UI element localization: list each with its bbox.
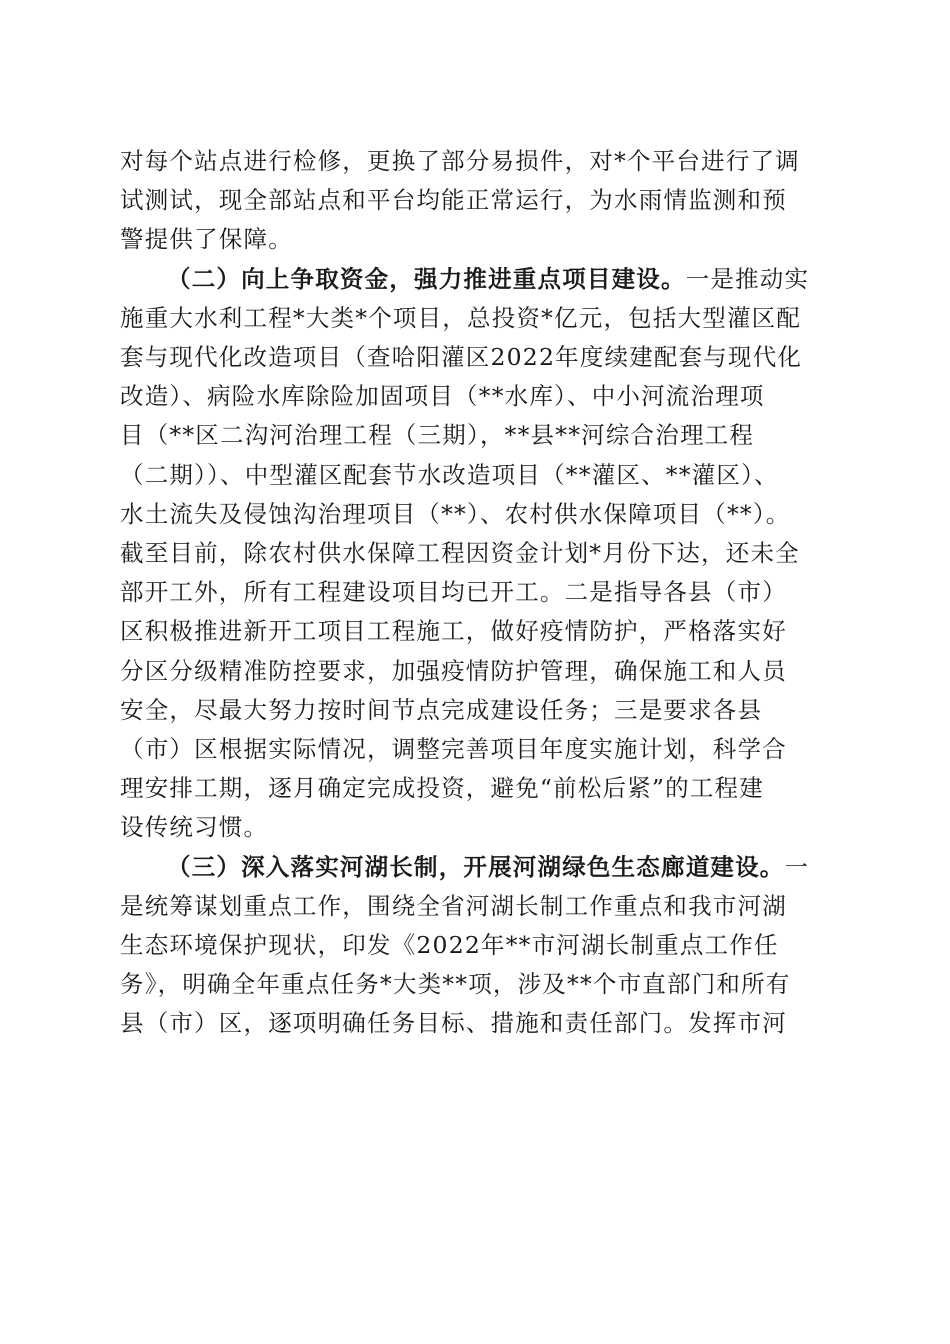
text-line-first xyxy=(120,260,832,299)
text-line: 安全，尽最大努力按时间节点完成建设任务；三是要求各县 xyxy=(120,695,763,724)
paragraph-key-projects xyxy=(120,260,832,848)
document-body xyxy=(120,142,832,1044)
paragraph-station-maintenance xyxy=(120,142,832,260)
text-line: 理安排工期，逐月确定完成投资，避免“前松后紧”的工程建 xyxy=(120,774,764,803)
text-line: 警提供了保障。 xyxy=(120,225,293,254)
text-line: 是统筹谋划重点工作，围绕全省河湖长制工作重点和我市河湖 xyxy=(120,891,787,920)
text-line: 目（**区二沟河治理工程（三期），**县**河综合治理工程 xyxy=(120,421,755,450)
text-line: 水土流失及侵蚀沟治理项目（**）、农村供水保障项目（**）。 xyxy=(120,499,791,528)
text-line: 分区分级精准防控要求，加强疫情防护管理，确保施工和人员 xyxy=(120,656,787,685)
text-line: 区积极推进新开工项目工程施工，做好疫情防护，严格落实好 xyxy=(120,617,787,646)
text-line: （市）区根据实际情况，调整完善项目年度实施计划，科学合 xyxy=(120,735,787,764)
section-heading-2: （二）向上争取资金，强力推进重点项目建设。 xyxy=(167,264,686,293)
text-line-first xyxy=(120,848,832,887)
text-line: 生态环境保护现状，印发《2022年**市河湖长制重点工作任 xyxy=(120,931,779,960)
section-heading-3: （三）深入落实河湖长制，开展河湖绿色生态廊道建设。 xyxy=(167,852,785,881)
text-line: 试测试，现全部站点和平台均能正常运行，为水雨情监测和预 xyxy=(120,186,787,215)
text-line: 施重大水利工程*大类*个项目，总投资*亿元，包括大型灌区配 xyxy=(120,303,802,332)
text-line: 部开工外，所有工程建设项目均已开工。二是指导各县（市） xyxy=(120,578,787,607)
text-line: （二期））、中型灌区配套节水改造项目（**灌区、**灌区）、 xyxy=(120,460,779,489)
text-line: 县（市）区，逐项明确任务目标、措施和责任部门。发挥市河 xyxy=(120,1009,787,1038)
text-line: 设传统习惯。 xyxy=(120,813,269,842)
text-fragment: 一 xyxy=(784,852,810,881)
text-line: 对每个站点进行检修，更换了部分易损件，对*个平台进行了调 xyxy=(120,147,800,175)
text-line: 改造）、病险水库除险加固项目（**水库）、中小河流治理项 xyxy=(120,382,765,411)
paragraph-river-lake-chief xyxy=(120,848,832,1044)
text-fragment: 一是推动实 xyxy=(685,264,810,293)
text-line: 务》，明确全年重点任务*大类**项，涉及**个市直部门和所有 xyxy=(120,970,791,999)
text-line: 截至目前，除农村供水保障工程因资金计划*月份下达，还未全 xyxy=(120,539,800,568)
text-line: 套与现代化改造项目（查哈阳灌区2022年度续建配套与现代化 xyxy=(120,343,803,372)
